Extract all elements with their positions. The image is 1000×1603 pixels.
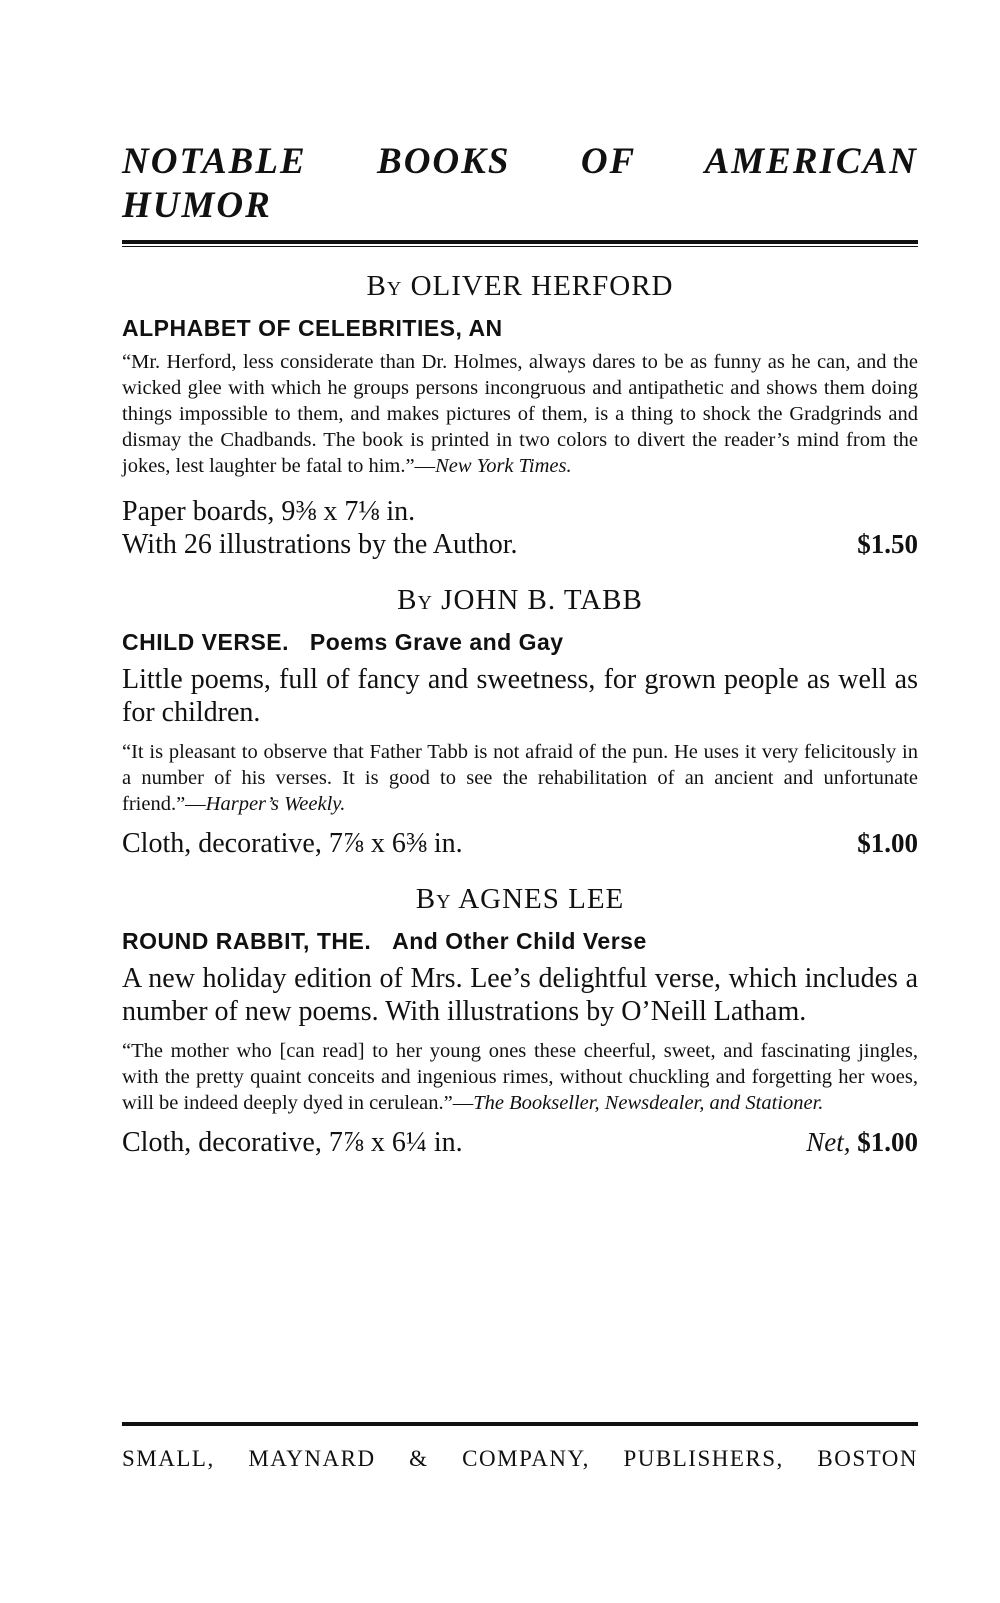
author-name: AGNES LEE <box>458 883 625 915</box>
book-specs <box>122 827 918 860</box>
book-specs <box>122 495 918 561</box>
book-title-text: ALPHABET OF CELEBRITIES, AN <box>122 315 503 341</box>
book-entry-tabb <box>122 583 918 860</box>
author-byline <box>122 882 918 916</box>
review-quote-text: “It is pleasant to observe that Father Tabb is not afraid of the pun. He uses it very felicitously in a number of his verses. It is good to see the rehabilitation of an ancient and unfortunate friend.”— <box>122 741 918 815</box>
catalog-page <box>122 140 918 1159</box>
review-source: The Bookseller, Newsdealer, and Stationer. <box>473 1092 824 1114</box>
review-quote <box>122 1038 918 1116</box>
book-title <box>122 627 918 657</box>
binding-size: Cloth, decorative, 7⅞ x 6¼ in. <box>122 1127 463 1158</box>
book-specs <box>122 1126 918 1159</box>
review-source: New York Times. <box>435 455 572 477</box>
book-title <box>122 926 918 956</box>
illustrations-note: With 26 illustrations by the Author. <box>122 529 518 560</box>
review-source: Harper’s Weekly. <box>205 793 346 815</box>
price: $1.00 <box>857 828 918 858</box>
book-title-text: ROUND RABBIT, THE. <box>122 928 372 954</box>
book-entry-herford <box>122 269 918 561</box>
by-label: By <box>397 584 433 616</box>
net-label: Net, <box>806 1127 851 1157</box>
header-rule <box>122 240 918 244</box>
price: $1.00 <box>857 1127 918 1157</box>
spec-line <box>122 528 918 561</box>
book-description: A new holiday edition of Mrs. Lee’s delightful verse, which includes a number of new poems. With illustrations by O’Neill Latham. <box>122 963 918 1027</box>
page-title: NOTABLE BOOKS OF AMERICAN HUMOR <box>122 141 918 226</box>
by-label: By <box>366 270 403 302</box>
book-entry-lee <box>122 882 918 1159</box>
author-name: JOHN B. TABB <box>441 584 643 616</box>
book-subtitle: And Other Child Verse <box>392 928 647 954</box>
book-title-text: CHILD VERSE. <box>122 629 290 655</box>
spec-line <box>122 827 918 860</box>
review-quote-text: “The mother who [can read] to her young ones these cheerful, sweet, and fascinating jingles, with the pretty quaint conceits and ingenious rimes, without chuckling and forgetting her woes, will be indeed deeply dyed in cerulean.”— <box>122 1040 918 1114</box>
author-name: OLIVER HERFORD <box>410 270 674 302</box>
author-byline <box>122 269 918 303</box>
review-quote-text: “Mr. Herford, less considerate than Dr. Holmes, always dares to be as funny as he can, and the wicked glee with which he groups persons incongruous and antipathetic and shows them doing things impossible to them, and makes pictures of them, is a thing to shock the Gradgrinds and dismay the Chadbands. The book is printed in two colors to divert the reader’s mind from the jokes, lest laughter be fatal to him.”— <box>122 351 918 477</box>
book-title <box>122 313 918 343</box>
binding-size: Cloth, decorative, 7⅞ x 6⅜ in. <box>122 828 463 859</box>
price-block <box>806 1126 918 1159</box>
review-quote <box>122 739 918 817</box>
publisher-imprint: SMALL, MAYNARD & COMPANY, PUBLISHERS, BOSTON <box>122 1446 918 1471</box>
spec-line <box>122 1126 918 1159</box>
review-quote <box>122 349 918 479</box>
book-description: Little poems, full of fancy and sweetness, for grown people as well as for children. <box>122 664 918 728</box>
spec-line <box>122 495 918 528</box>
price: $1.50 <box>857 529 918 559</box>
book-subtitle: Poems Grave and Gay <box>309 629 564 655</box>
header-rule-thin <box>122 246 918 247</box>
footer-rule <box>122 1422 918 1426</box>
binding-size: Paper boards, 9⅜ x 7⅛ in. <box>122 496 416 527</box>
by-label: By <box>415 883 452 915</box>
footer-rule-thick <box>122 1422 918 1426</box>
author-byline <box>122 583 918 617</box>
